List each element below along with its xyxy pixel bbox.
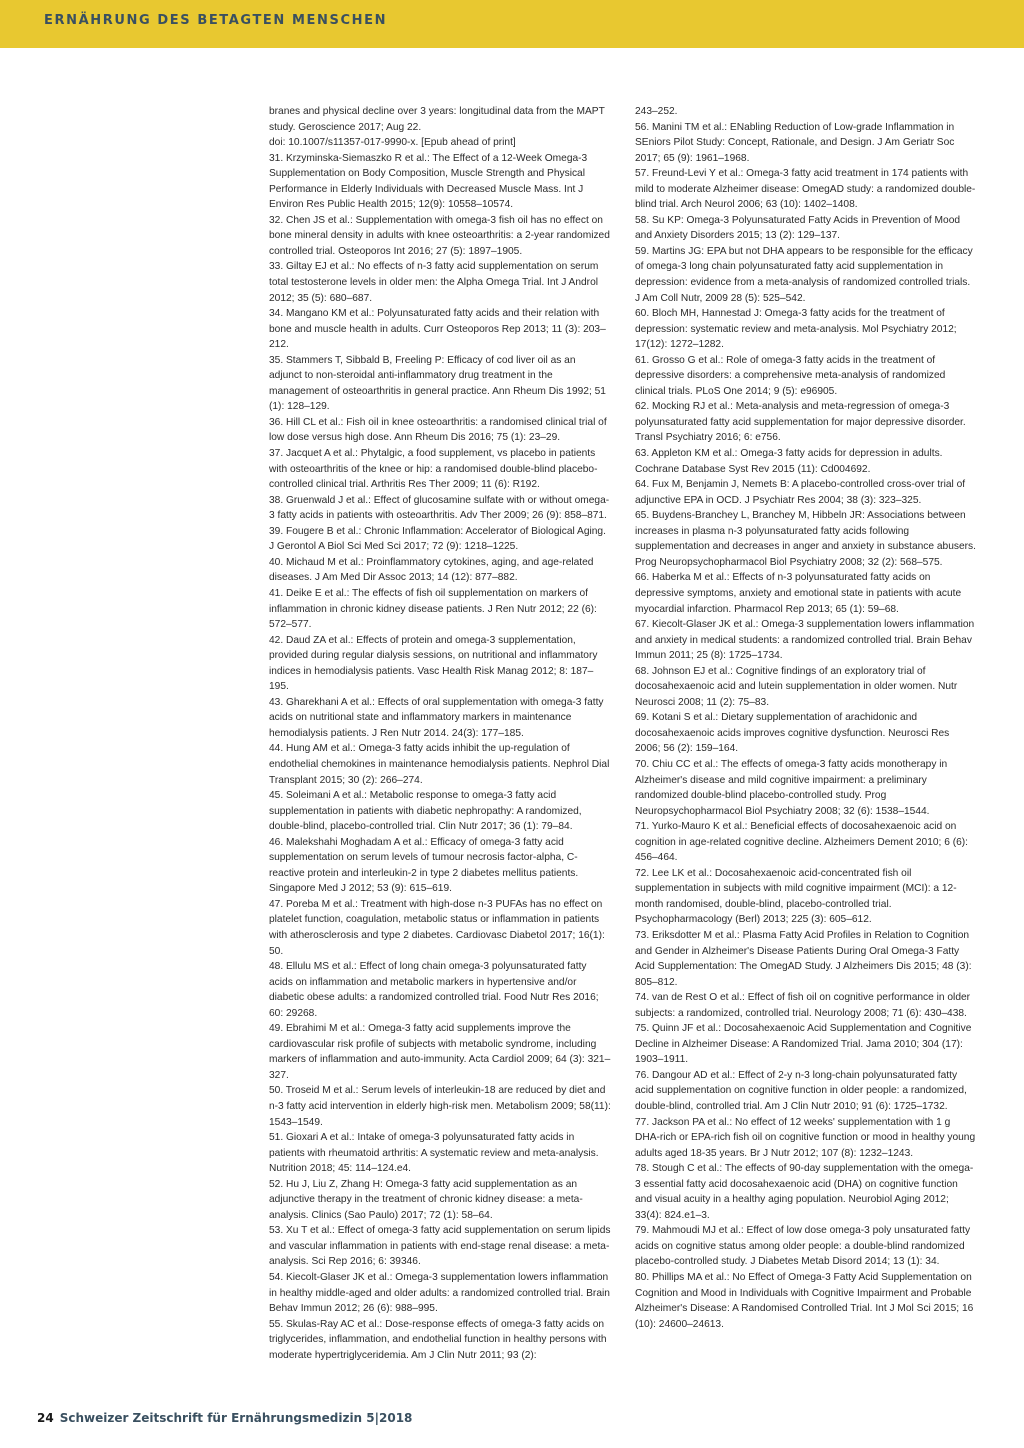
reference-entry: 38. Gruenwald J et al.: Effect of glucosamine sulfate with or without omega-3 fatty acids in patients with osteoarthritis. Adv Ther 2009; 26 (9): 858–871. (269, 494, 610, 522)
reference-entry: 75. Quinn JF et al.: Docosahexaenoic Acid Supplementation and Cognitive Decline in Alzheimer Disease: A Randomized Trial. Jama 2010; 304 (17): 1903–1911. (635, 1023, 972, 1066)
reference-entry: 78. Stough C et al.: The effects of 90-day supplementation with the omega-3 essential fatty acid docosahexaenoic acid (DHA) on cognitive function and visual acuity in a healthy aging population. Neurobiol Aging 2012; 33(4): 824.e1–3. (635, 1163, 974, 1221)
reference-entry: 66. Haberka M et al.: Effects of n-3 polyunsaturated fatty acids on depressive symptoms, anxiety and emotional state in patients with acute myocardial infarction. Pharmacol Rep 2013; 65 (1): 59–68. (635, 572, 962, 615)
reference-entry: branes and physical decline over 3 years: longitudinal data from the MAPT study. Geroscience 2017; Aug 22. (269, 106, 605, 133)
references-right-column (635, 104, 977, 1332)
reference-entry: 52. Hu J, Liu Z, Zhang H: Omega-3 fatty acid supplementation as an adjunctive therapy in the treatment of chronic kidney disease: a meta-analysis. Clinics (Sao Paulo) 2017; 72 (1): 58–64. (269, 1178, 583, 1221)
reference-entry: 33. Giltay EJ et al.: No effects of n-3 fatty acid supplementation on serum total testosterone levels in older men: the Alpha Omega Trial. Int J Androl 2012; 35 (5): 680–687. (269, 261, 599, 304)
reference-entry: 55. Skulas-Ray AC et al.: Dose-response effects of omega-3 fatty acids on triglycerides, inflammation, and endothelial function in healthy persons with moderate hypertriglyceridemia. Am J Clin Nutr 2011; 93 (2): (269, 1318, 607, 1361)
page-number: 24 (37, 1411, 54, 1425)
reference-entry: 37. Jacquet A et al.: Phytalgic, a food supplement, vs placebo in patients with osteoarthritis of the knee or hip: a randomised double-blind placebo-controlled clinical trial. Arthritis Res Ther 2009; 11 (6): R192. (269, 448, 598, 491)
reference-entry: 48. Ellulu MS et al.: Effect of long chain omega-3 polyunsaturated fatty acids on inflammation and metabolic markers in hypertensive and/or diabetic obese adults: a randomized controlled trial. Food Nutr Res 2016; 60: 29268. (269, 961, 599, 1019)
reference-entry: 44. Hung AM et al.: Omega-3 fatty acids inhibit the up-regulation of endothelial chemokines in maintenance hemodialysis patients. Nephrol Dial Transplant 2015; 30 (2): 266–274. (269, 743, 610, 786)
reference-entry: 79. Mahmoudi MJ et al.: Effect of low dose omega-3 poly unsaturated fatty acids on cognitive status among older people: a double-blind randomized placebo-controlled study. J Diabetes Metab Disord 2014; 13 (1): 34. (635, 1225, 971, 1268)
reference-entry: 40. Michaud M et al.: Proinflammatory cytokines, aging, and age-related diseases. J Am Med Dir Assoc 2013; 14 (12): 877–882. (269, 556, 594, 584)
reference-entry: 73. Eriksdotter M et al.: Plasma Fatty Acid Profiles in Relation to Cognition and Gender in Alzheimer's Disease Patients During Oral Omega-3 Fatty Acid Supplementation: The OmegAD Study. J Alzheimers Dis 2015; 48 (3): 805–812. (635, 929, 972, 988)
reference-entry: 63. Appleton KM et al.: Omega-3 fatty acids for depression in adults. Cochrane Database Syst Rev 2015 (11): Cd004692. (635, 448, 943, 475)
section-title: ERNÄHRUNG DES BETAGTEN MENSCHEN (44, 13, 388, 28)
references-left-column (269, 104, 611, 1363)
reference-entry: 34. Mangano KM et al.: Polyunsaturated fatty acids and their relation with bone and muscle health in adults. Curr Osteoporos Rep 2013; 11 (3): 203–212. (269, 308, 606, 351)
reference-entry: 51. Gioxari A et al.: Intake of omega-3 polyunsaturated fatty acids in patients with rheumatoid arthritis: A systematic review and meta-analysis. Nutrition 2018; 45: 114–124.e4. (269, 1132, 599, 1175)
reference-entry: 77. Jackson PA et al.: No effect of 12 weeks' supplementation with 1 g DHA-rich or EPA-rich fish oil on cognitive function or mood in healthy young adults aged 18-35 years. Br J Nutr 2012; 107 (8): 1232–1243. (635, 1116, 976, 1159)
reference-entry: 59. Martins JG: EPA but not DHA appears to be responsible for the efficacy of omega-3 long chain polyunsaturated fatty acid supplementation in depression: evidence from a meta-analysis of randomized controlled trials. J Am Coll Nutr, 2009 28 (5): 525–542. (635, 245, 973, 304)
reference-entry: 41. Deike E et al.: The effects of fish oil supplementation on markers of inflammation in chronic kidney disease patients. J Ren Nutr 2012; 22 (6): 572–577. (269, 587, 597, 631)
reference-entry: 72. Lee LK et al.: Docosahexaenoic acid-concentrated fish oil supplementation in subjects with mild cognitive impairment (MCI): a 12-month randomised, double-blind, placebo-controlled trial. Psychopharmacology (Berl) 2013; 225 (3): 605–612. (635, 867, 957, 926)
reference-entry: 62. Mocking RJ et al.: Meta-analysis and meta-regression of omega-3 polyunsaturated fatty acid supplementation for major depressive disorder. Transl Psychiatry 2016; 6: e756. (635, 401, 966, 444)
reference-entry: 80. Phillips MA et al.: No Effect of Omega-3 Fatty Acid Supplementation on Cognition and Mood in Individuals with Cognitive Impairment and Probable Alzheimer's Disease: A Randomised Controlled Trial. Int J Mol Sci 2015; 16 (10): 24600–24613. (635, 1272, 974, 1330)
reference-entry: 47. Poreba M et al.: Treatment with high-dose n-3 PUFAs has no effect on platelet function, coagulation, metabolic status or inflammation in patients with atherosclerosis and type 2 diabetes. Cardiovasc Diabetol 2017; 16(1): 50. (269, 898, 605, 957)
reference-entry: 32. Chen JS et al.: Supplementation with omega-3 fish oil has no effect on bone mineral density in adults with knee osteoarthritis: a 2-year randomized controlled trial. Osteoporos Int 2016; 27 (5): 1897–1905. (269, 214, 610, 257)
reference-entry: 57. Freund-Levi Y et al.: Omega-3 fatty acid treatment in 174 patients with mild to moderate Alzheimer disease: OmegAD study: a randomized double-blind trial. Arch Neurol 2006; 63 (10): 1402–1408. (635, 168, 976, 211)
reference-entry: 71. Yurko-Mauro K et al.: Beneficial effects of docosahexaenoic acid on cognition in age-related cognitive decline. Alzheimers Dement 2010; 6 (6): 456–464. (635, 821, 968, 864)
header-bar (0, 0, 1024, 48)
reference-entry: 46. Malekshahi Moghadam A et al.: Efficacy of omega-3 fatty acid supplementation on serum levels of tumour necrosis factor-alpha, C-reactive protein and interleukin-2 in type 2 diabetes mellitus patients. Singapore Med J 2012; 53 (9): 615–619. (269, 836, 579, 895)
reference-entry: 53. Xu T et al.: Effect of omega-3 fatty acid supplementation on serum lipids and vascular inflammation in patients with end-stage renal disease: a meta-analysis. Sci Rep 2016; 6: 39346. (269, 1225, 611, 1268)
reference-entry: 42. Daud ZA et al.: Effects of protein and omega-3 supplementation, provided during regular dialysis sessions, on nutritional and inflammatory indices in hemodialysis patients. Vasc Health Risk Manag 2012; 8: 187–195. (269, 634, 598, 693)
reference-entry: 35. Stammers T, Sibbald B, Freeling P: Efficacy of cod liver oil as an adjunct to non-steroidal anti-inflammatory drug treatment in the management of osteoarthritis in general practice. Ann Rheum Dis 1992; 51 (1): 128–129. (269, 354, 606, 413)
reference-entry: 49. Ebrahimi M et al.: Omega-3 fatty acid supplements improve the cardiovascular risk profile of subjects with metabolic syndrome, including markers of inflammation and auto-immunity. Acta Cardiol 2009; 64 (3): 321–327. (269, 1023, 611, 1081)
reference-entry: 58. Su KP: Omega-3 Polyunsaturated Fatty Acids in Prevention of Mood and Anxiety Disorders 2015; 13 (2): 129–137. (635, 214, 961, 242)
reference-entry: 68. Johnson EJ et al.: Cognitive findings of an exploratory trial of docosahexaenoic acid and lutein supplementation in older women. Nutr Neurosci 2008; 11 (2): 75–83. (635, 665, 958, 708)
reference-entry: 243–252. (635, 106, 678, 117)
reference-entry: 43. Gharekhani A et al.: Effects of oral supplementation with omega-3 fatty acids on nutritional state and inflammatory markers in maintenance hemodialysis patients. J Ren Nutr 2014. 24(3): 177–185. (269, 696, 604, 739)
reference-entry: 36. Hill CL et al.: Fish oil in knee osteoarthritis: a randomised clinical trial of low dose versus high dose. Ann Rheum Dis 2016; 75 (1): 23–29. (269, 416, 607, 444)
reference-entry: 31. Krzyminska-Siemaszko R et al.: The Effect of a 12-Week Omega-3 Supplementation on Body Composition, Muscle Strength and Physical Performance in Elderly Individuals with Decreased Muscle Mass. Int J Environ Res Public Health 2015; 12(9): 10558–10574. (269, 152, 588, 211)
journal-name: Schweizer Zeitschrift für Ernährungsmedizin 5|2018 (59, 1411, 413, 1425)
reference-entry: 61. Grosso G et al.: Role of omega-3 fatty acids in the treatment of depressive disorders: a comprehensive meta-analysis of randomized clinical trials. PLoS One 2014; 9 (5): e96905. (635, 354, 946, 397)
reference-entry: doi: 10.1007/s11357-017-9990-x. [Epub ahead of print] (269, 137, 516, 149)
reference-entry: 69. Kotani S et al.: Dietary supplementation of arachidonic and docosahexaenoic acids improves cognitive dysfunction. Neurosci Res 2006; 56 (2): 159–164. (635, 712, 950, 755)
reference-entry: 45. Soleimani A et al.: Metabolic response to omega-3 fatty acid supplementation in patients with diabetic nephropathy: A randomized, double-blind, placebo-controlled trial. Clin Nutr 2017; 36 (1): 79–84. (269, 790, 582, 833)
reference-entry: 56. Manini TM et al.: ENabling Reduction of Low-grade Inflammation in SEniors Pilot Study: Concept, Rationale, and Design. J Am Geriatr Soc 2017; 65 (9): 1961–1968. (635, 121, 955, 164)
reference-entry: 74. van de Rest O et al.: Effect of fish oil on cognitive performance in older subjects: a randomized, controlled trial. Neurology 2008; 71 (6): 430–438. (635, 992, 971, 1019)
reference-entry: 76. Dangour AD et al.: Effect of 2-y n-3 long-chain polyunsaturated fatty acid supplementation on cognitive function in older people: a randomized, double-blind, controlled trial. Am J Clin Nutr 2010; 91 (6): 1725–1732. (635, 1069, 967, 1112)
reference-entry: 65. Buydens-Branchey L, Branchey M, Hibbeln JR: Associations between increases in plasma n-3 polyunsaturated fatty acids following supplementation and decreases in anger and anxiety in substance abusers. Prog Neuropsychopharmacol Biol Psychiatry 2008; 32 (2): 568–575. (635, 510, 976, 568)
reference-entry: 54. Kiecolt-Glaser JK et al.: Omega-3 supplementation lowers inflammation in healthy middle-aged and older adults: a randomized controlled trial. Brain Behav Immun 2012; 26 (6): 988–995. (269, 1272, 610, 1315)
reference-entry: 50. Troseid M et al.: Serum levels of interleukin-18 are reduced by diet and n-3 fatty acid intervention in elderly high-risk men. Metabolism 2009; 58(11): 1543–1549. (269, 1085, 611, 1128)
reference-entry: 60. Bloch MH, Hannestad J: Omega-3 fatty acids for the treatment of depression: systematic review and meta-analysis. Mol Psychiatry 2012; 17(12): 1272–1282. (635, 308, 957, 351)
reference-entry: 70. Chiu CC et al.: The effects of omega-3 fatty acids monotherapy in Alzheimer's disease and mild cognitive impairment: a preliminary randomized double-blind placebo-controlled study. Prog Neuropsychopharmacol Biol Psychiatry 2008; 32 (6): 1538–1544. (635, 758, 948, 817)
reference-entry: 67. Kiecolt-Glaser JK et al.: Omega-3 supplementation lowers inflammation and anxiety in medical students: a randomized controlled trial. Brain Behav Immun 2011; 25 (8): 1725–1734. (635, 619, 975, 662)
reference-entry: 64. Fux M, Benjamin J, Nemets B: A placebo-controlled cross-over trial of adjunctive EPA in OCD. J Psychiatr Res 2004; 38 (3): 323–325. (635, 479, 966, 506)
reference-entry: 39. Fougere B et al.: Chronic Inflammation: Accelerator of Biological Aging. J Gerontol A Biol Sci Med Sci 2017; 72 (9): 1218–1225. (269, 525, 606, 553)
page-footer (37, 1411, 412, 1425)
